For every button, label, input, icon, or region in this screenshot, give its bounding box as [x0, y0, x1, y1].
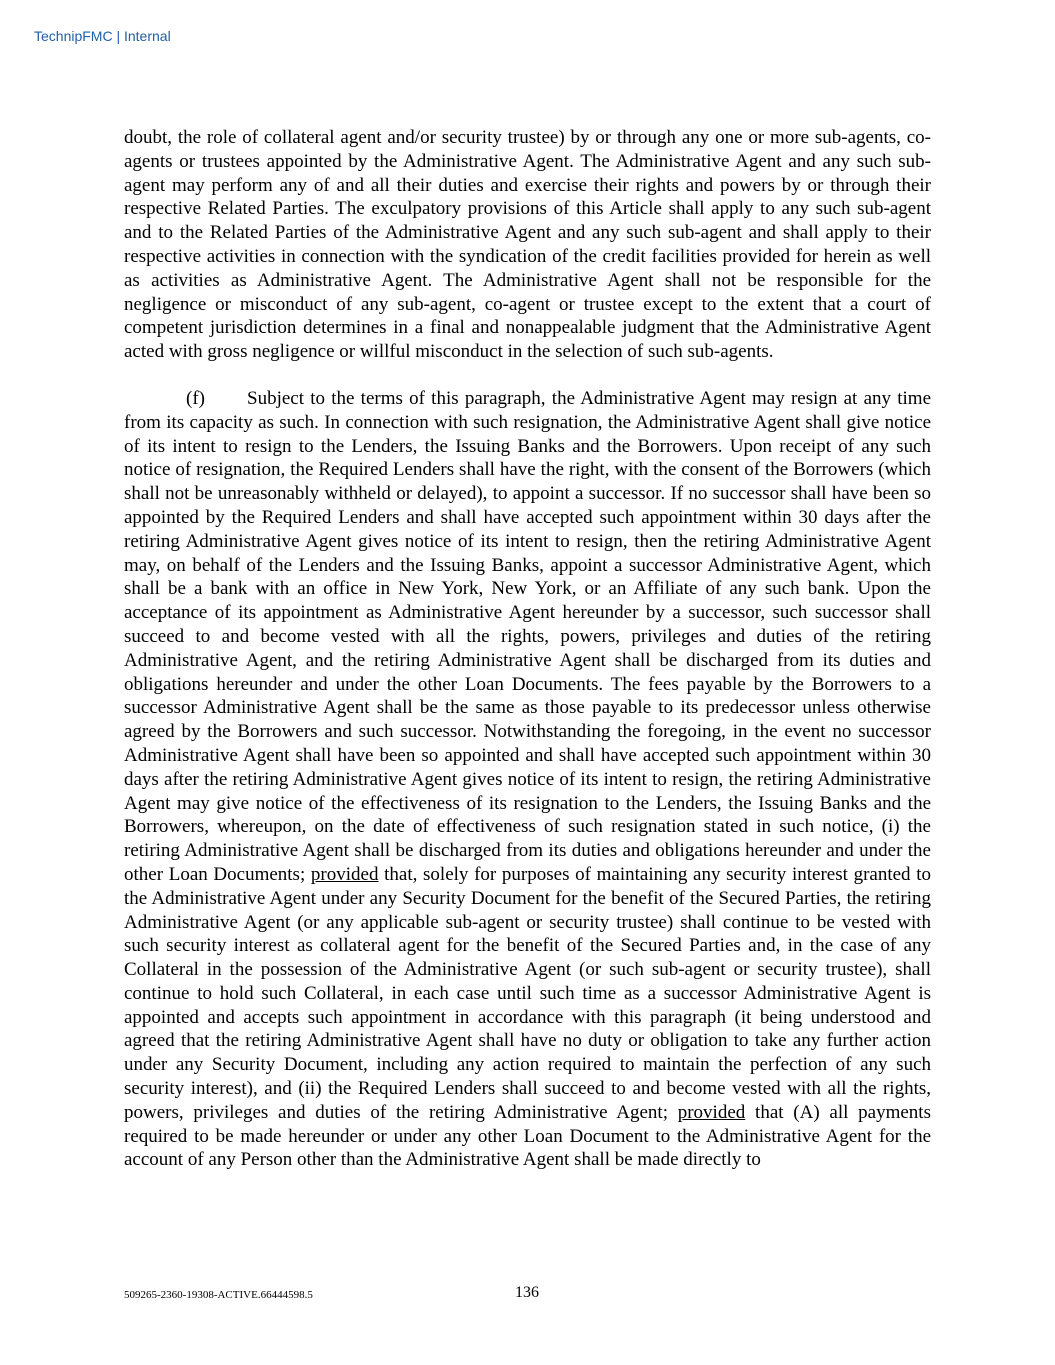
paragraph-section-f	[124, 387, 931, 1172]
classification-label: TechnipFMC | Internal	[34, 28, 171, 44]
provided-term-1: provided	[310, 863, 379, 885]
page-number: 136	[515, 1284, 539, 1301]
section-label: (f)	[186, 387, 205, 409]
document-body	[124, 126, 931, 1172]
paragraph-continued: doubt, the role of collateral agent and/or security trustee) by or through any one or more sub-agents, co-agents or trustees appointed by the Administrative Agent. The Administrative Agent and any such sub-agent may perform any of and all their duties and exercise their rights and powers by or through their respective Related Parties. The exculpatory provisions of this Article shall apply to any such sub-agent and to the Related Parties of the Administrative Agent and any such sub-agent and shall apply to their respective activities in connection with the syndication of the credit facilities provided for herein as well as activities as Administrative Agent. The Administrative Agent shall not be responsible for the negligence or misconduct of any sub-agent, co-agent or trustee except to the extent that a court of competent jurisdiction determines in a final and nonappealable judgment that the Administrative Agent acted with gross negligence or willful misconduct in the selection of such sub-agents.	[124, 127, 931, 363]
section-f-text-2: that, solely for purposes of maintaining any security interest granted to the Administrative Agent under any Security Document for the benefit of the Secured Parties, the retiring Administrative Agent (or any applicable sub-agent or security trustee) shall continue to be vested with such security interest as collateral agent for the benefit of the Secured Parties and, in the case of any Collateral in the possession of the Administrative Agent (or such sub-agent or security trustee), shall continue to hold such Collateral, in each case until such time as a successor Administrative Agent is appointed and accepts such appointment in accordance with this paragraph (it being understood and agreed that the retiring Administrative Agent shall have no duty or obligation to take any further action under any Security Document, including any action required to maintain the perfection of any such security interest), and (ii) the Required Lenders shall succeed to and become vested with all the rights, powers, privileges and duties of the retiring Administrative Agent;	[124, 863, 931, 1123]
section-f-text-1: Subject to the terms of this paragraph, the Administrative Agent may resign at any time from its capacity as such. In connection with such resignation, the Administrative Agent shall give notice of its intent to resign to the Lenders, the Issuing Banks and the Borrowers. Upon receipt of any such notice of resignation, the Required Lenders shall have the right, with the consent of the Borrowers (which shall not be unreasonably withheld or delayed), to appoint a successor. If no successor shall have been so appointed by the Required Lenders and shall have accepted such appointment within 30 days after the retiring Administrative Agent gives notice of its intent to resign, then the retiring Administrative Agent may, on behalf of the Lenders and the Issuing Banks, appoint a successor Administrative Agent, which shall be a bank with an office in New York, New York, or an Affiliate of any such bank. Upon the acceptance of its appointment as Administrative Agent hereunder by a successor, such successor shall succeed to and become vested with all the rights, powers, privileges and duties of the retiring Administrative Agent, and the retiring Administrative Agent shall be discharged from its duties and obligations hereunder and under the other Loan Documents. The fees payable by the Borrowers to a successor Administrative Agent shall be the same as those payable to its predecessor unless otherwise agreed by the Borrowers and such successor. Notwithstanding the foregoing, in the event no successor Administrative Agent shall have been so appointed and shall have accepted such appointment within 30 days after the retiring Administrative Agent gives notice of its intent to resign, the retiring Administrative Agent may give notice of the effectiveness of its resignation to the Lenders, the Issuing Banks and the Borrowers, whereupon, on the date of effectiveness of such resignation stated in such notice, (i) the retiring Administrative Agent shall be discharged from its duties and obligations hereunder and under the other Loan Documents;	[124, 387, 931, 885]
section-f-text-3: that (A) all payments required to be made hereunder or under any other Loan Document to the Administrative Agent for the account of any Person other than the Administrative Agent shall be made directly to	[124, 1101, 931, 1171]
footer-document-id: 509265-2360-19308-ACTIVE.66444598.5	[124, 1289, 313, 1301]
provided-term-2: provided	[677, 1101, 746, 1123]
